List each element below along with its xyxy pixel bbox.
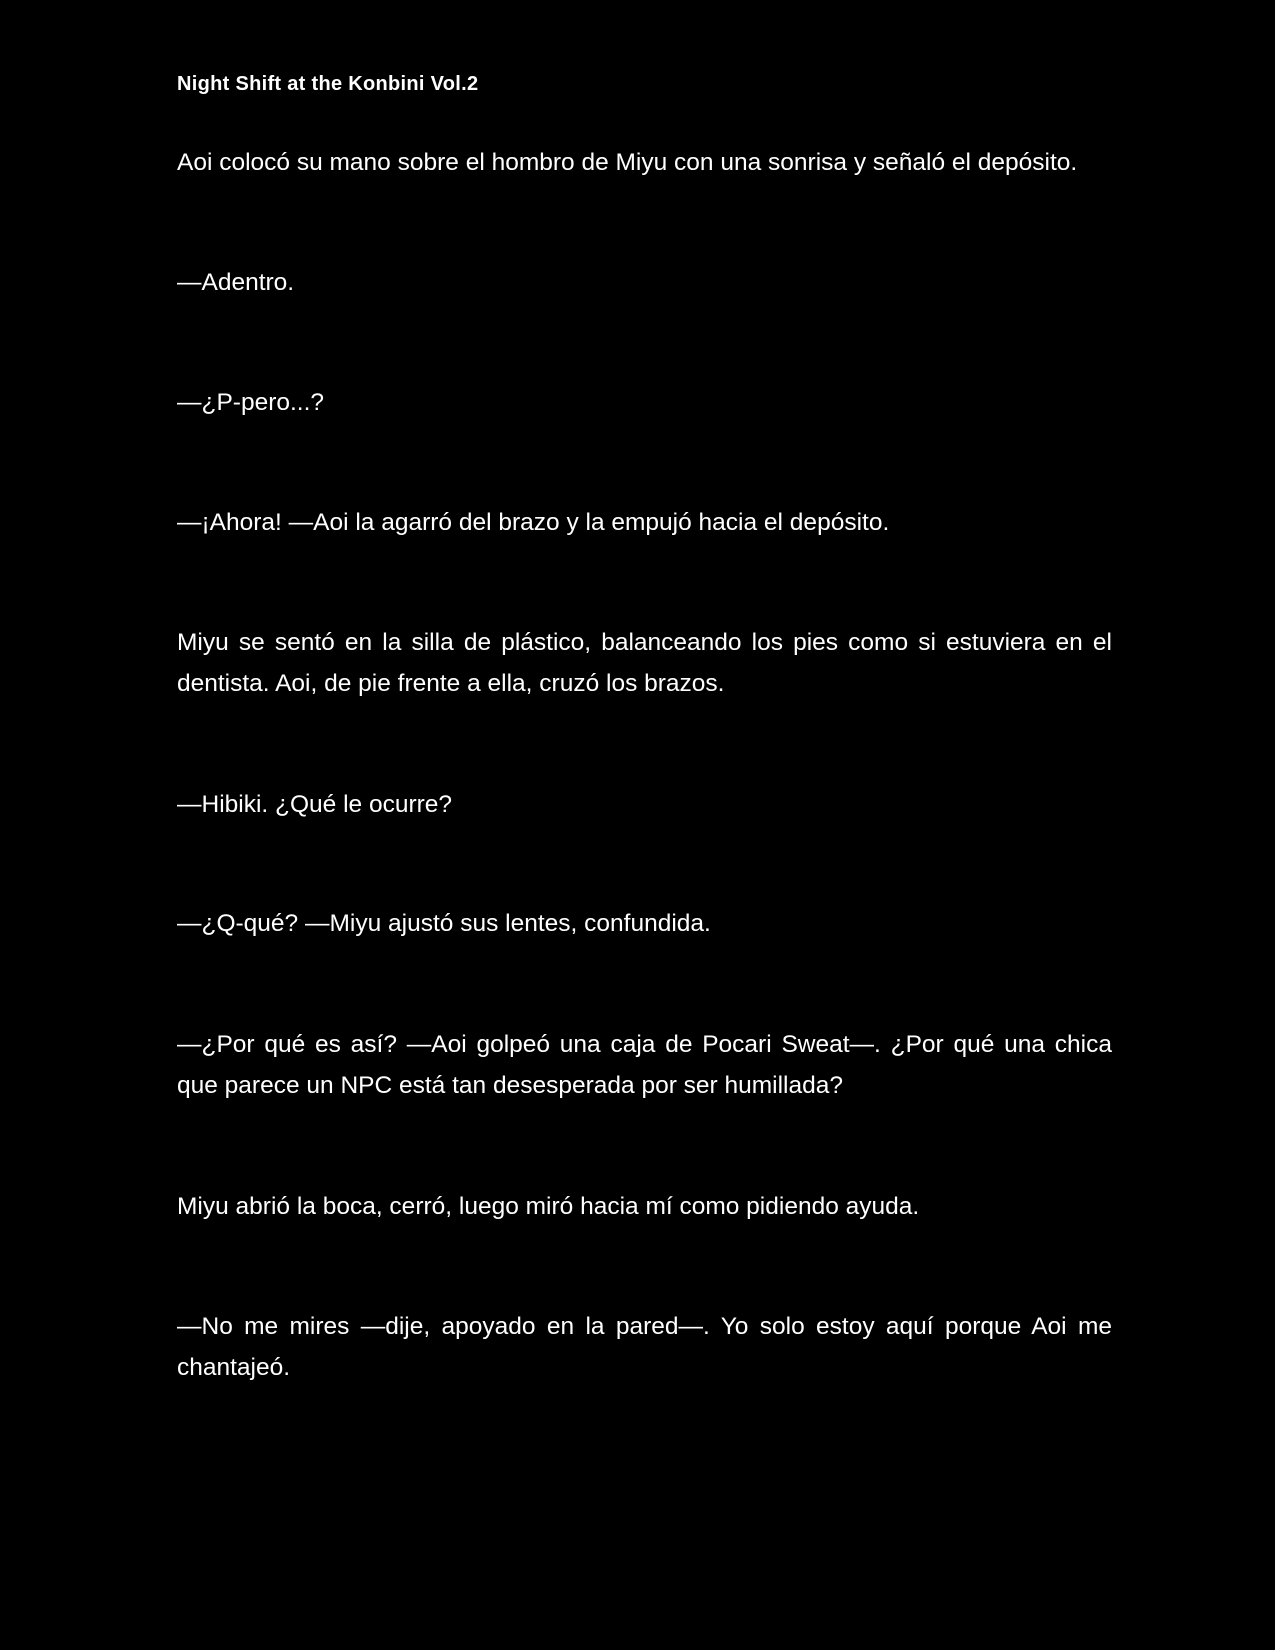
paragraph-7: —¿Q-qué? —Miyu ajustó sus lentes, confundida. [177, 910, 711, 937]
paragraph-1: Aoi colocó su mano sobre el hombro de Miyu con una sonrisa y señaló el depósito. [177, 149, 1078, 176]
paragraph-6: —Hibiki. ¿Qué le ocurre? [177, 791, 453, 818]
paragraph-5: Miyu se sentó en la silla de plástico, balanceando los pies como si estuviera en el dentista. Aoi, de pie frente a ella, cruzó los brazos. [177, 629, 1112, 697]
running-header: Night Shift at the Konbini Vol.2 [177, 73, 479, 95]
paragraph-10: —No me mires —dije, apoyado en la pared—. Yo solo estoy aquí porque Aoi me chantajeó. [177, 1313, 1112, 1381]
paragraph-3: —¿P-pero...? [177, 389, 325, 416]
paragraph-9: Miyu abrió la boca, cerró, luego miró hacia mí como pidiendo ayuda. [177, 1193, 920, 1220]
paragraph-2: —Adentro. [177, 269, 295, 296]
paragraph-4: —¡Ahora! —Aoi la agarró del brazo y la empujó hacia el depósito. [177, 509, 890, 536]
paragraph-8: —¿Por qué es así? —Aoi golpeó una caja de Pocari Sweat—. ¿Por qué una chica que parece un NPC está tan desesperada por ser humillada? [177, 1031, 1112, 1099]
